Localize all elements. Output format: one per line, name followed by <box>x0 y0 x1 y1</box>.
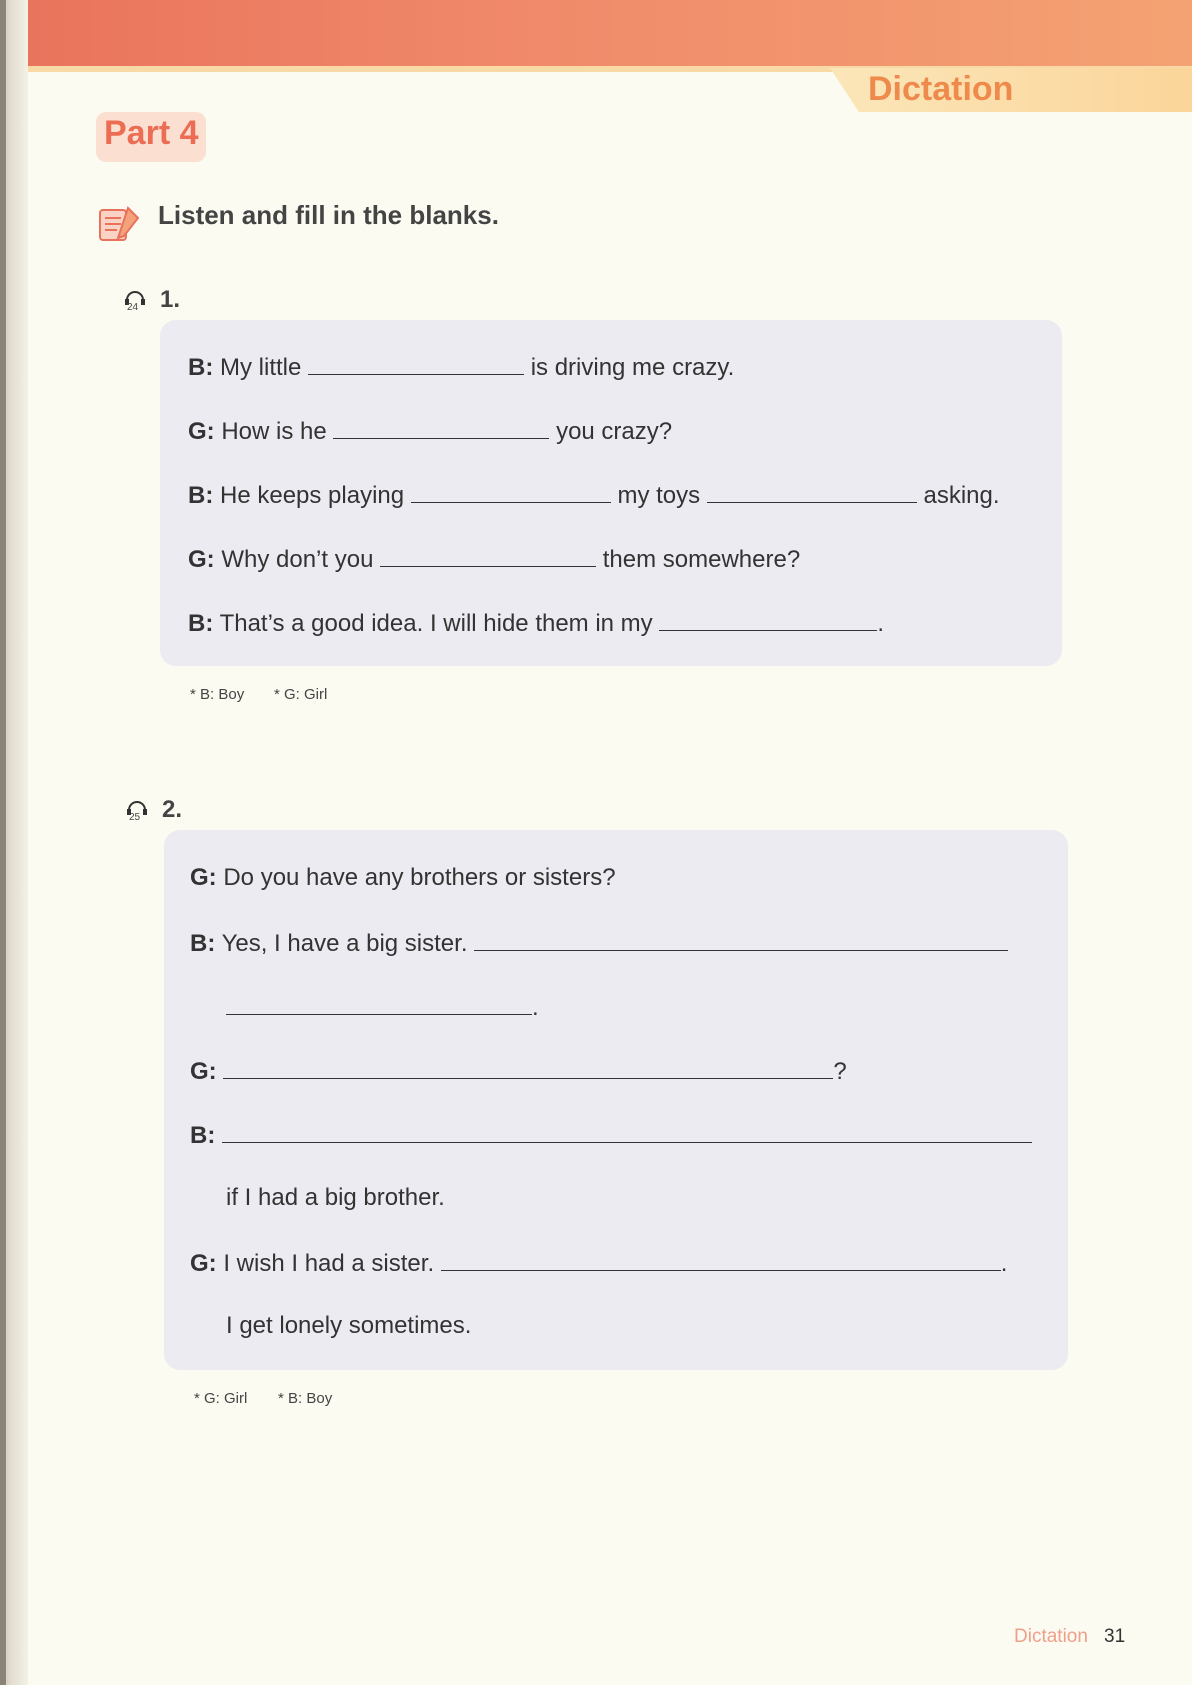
speaker: G: <box>190 1058 217 1085</box>
dialogue-line <box>190 1120 1032 1150</box>
dialogue-line <box>190 864 616 892</box>
line-text: . <box>532 994 539 1021</box>
part-title: Part 4 <box>104 114 199 152</box>
blank[interactable] <box>441 1248 1001 1271</box>
speaker: G: <box>188 546 215 573</box>
line-text: them somewhere? <box>602 546 801 573</box>
footer-section: Dictation <box>1014 1626 1088 1647</box>
dialogue-line <box>190 1056 847 1086</box>
dialogue-line <box>226 992 539 1022</box>
line-text: . <box>1000 1250 1008 1277</box>
track-number: 25 <box>129 812 141 823</box>
legend-girl: * G: Girl <box>274 686 328 703</box>
speaker: G: <box>190 864 217 891</box>
blank[interactable] <box>226 992 532 1015</box>
legend-boy: * B: Boy <box>278 1390 333 1407</box>
book-spine-edge <box>0 0 6 1685</box>
question-number: 1. <box>160 286 181 313</box>
blank[interactable] <box>707 480 917 503</box>
blank[interactable] <box>223 1056 833 1079</box>
page-number: 31 <box>1104 1626 1126 1647</box>
line-text: Why don’t you <box>221 546 374 573</box>
question-number: 2. <box>162 796 183 823</box>
blank[interactable] <box>380 544 596 567</box>
speaker: B: <box>188 482 214 509</box>
legend-girl: * G: Girl <box>194 1390 248 1407</box>
line-text: I get lonely sometimes. <box>226 1312 472 1339</box>
line-text: I wish I had a sister. <box>223 1250 435 1277</box>
line-text: ? <box>833 1058 847 1085</box>
dialogue-line <box>188 608 884 638</box>
speaker: G: <box>190 1250 217 1277</box>
line-text: is driving me crazy. <box>530 354 735 381</box>
blank[interactable] <box>222 1120 1032 1143</box>
dialogue-line <box>188 544 800 574</box>
line-text: He keeps playing <box>220 482 405 509</box>
dialogue-line <box>188 352 734 382</box>
line-text: . <box>877 610 885 637</box>
blank[interactable] <box>659 608 877 631</box>
pencil-paper-icon <box>98 204 142 244</box>
section-title: Dictation <box>868 70 1014 108</box>
blank[interactable] <box>308 352 524 375</box>
speaker: B: <box>190 1122 216 1149</box>
dialogue-line <box>226 1184 445 1212</box>
line-text: my toys <box>617 482 701 509</box>
track-number: 24 <box>127 302 139 313</box>
blank[interactable] <box>333 416 549 439</box>
dialogue-line <box>226 1312 471 1340</box>
line-text: you crazy? <box>556 418 673 445</box>
line-text: asking. <box>923 482 1000 509</box>
line-text: My little <box>220 354 302 381</box>
dialogue-line <box>190 928 1008 958</box>
line-text: Do you have any brothers or sisters? <box>223 864 616 891</box>
blank[interactable] <box>474 928 1008 951</box>
speaker: G: <box>188 418 215 445</box>
speaker: B: <box>188 354 214 381</box>
instruction: Listen and fill in the blanks. <box>158 200 499 230</box>
header-band <box>8 0 1192 66</box>
line-text: Yes, I have a big sister. <box>221 930 468 957</box>
blank[interactable] <box>411 480 611 503</box>
dialogue-box-2 <box>164 830 1068 1370</box>
line-text: That’s a good idea. I will hide them in my <box>219 610 653 637</box>
dialogue-line <box>188 416 672 446</box>
dialogue-line <box>190 1248 1007 1278</box>
dialogue-line <box>188 480 1000 510</box>
legend-boy: * B: Boy <box>190 686 245 703</box>
line-text: if I had a big brother. <box>226 1184 445 1211</box>
line-text: How is he <box>221 418 327 445</box>
speaker: B: <box>190 930 216 957</box>
speaker: B: <box>188 610 214 637</box>
